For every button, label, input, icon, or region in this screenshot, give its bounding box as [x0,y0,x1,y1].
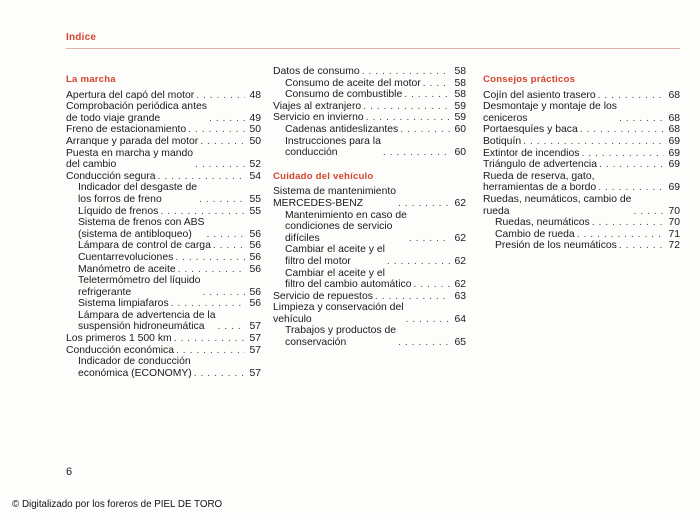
toc-entry [273,101,466,113]
dot-leader [199,194,245,206]
dot-leader [160,206,245,218]
toc-entry [483,171,680,194]
toc-entry-title: Ruedas, neumáticos [495,217,590,229]
toc-entry-title: Arranque y parada del motor [66,135,199,147]
toc-entry-page: 56 [249,251,261,263]
toc-entry [483,159,680,171]
toc-entry-page: 56 [249,298,261,310]
toc-entry-page: 57 [249,333,261,345]
toc-entry-title: Instrucciones para la conducción [285,135,381,159]
toc-entry [273,186,466,209]
dot-leader [406,314,450,326]
toc-entry-title: Triángulo de advertencia [483,159,597,171]
toc-entry-title: Botiquín [483,135,522,147]
toc-entry-page: 57 [249,321,261,333]
toc-entry-page: 68 [668,112,680,124]
toc-entry-title: Indicador del desgaste de los forros de freno [78,182,198,205]
dot-leader [171,298,245,310]
toc-entry [66,356,261,379]
toc-entry [66,136,261,148]
toc-entry [66,252,261,264]
toc-entry-page: 70 [668,205,680,217]
toc-entry [483,148,680,160]
toc-entry [66,90,261,102]
toc-entry-title: Teletermómetro del líquido refrigerante [78,275,201,298]
dot-leader [363,101,450,113]
toc-entry-title: Manómetro de aceite [78,263,176,275]
dot-leader [195,159,245,171]
toc-entry-title: Puesta en marcha y mando del cambio [66,147,194,171]
toc-entry-page: 56 [249,228,261,240]
toc-entry-page: 69 [668,159,680,171]
toc-entry [273,244,466,267]
toc-entry [483,124,680,136]
toc-entry [273,268,466,291]
toc-entry-page: 64 [454,313,466,325]
toc-entry-title: Cadenas antideslizantes [285,123,399,135]
toc-entry-title: Los primeros 1 500 km [66,333,172,345]
toc-entry [66,171,261,183]
dot-leader [599,159,664,171]
dot-leader [523,136,664,148]
dot-leader [598,182,664,194]
dot-leader [362,66,450,78]
toc-entry [273,325,466,348]
dot-leader [619,113,664,125]
toc-entry [66,124,261,136]
toc-entry [273,124,466,136]
dot-leader [175,252,245,264]
toc-entry [483,217,680,229]
toc-entry-page: 63 [454,290,466,302]
toc-entry-page: 62 [454,232,466,244]
toc-entry [273,302,466,325]
dot-leader [400,124,450,136]
toc-entry-page: 58 [454,89,466,101]
header-divider [66,48,680,49]
toc-entry-title: Comprobación periódica antes de todo viaje grande [66,101,207,124]
toc-entry-page: 55 [249,205,261,217]
toc-entry-title: Trabajos y productos de conservación [285,325,397,349]
toc-entry-page: 68 [668,124,680,136]
toc-entry [273,136,466,159]
toc-entry-page: 70 [668,217,680,229]
toc-entry-page: 62 [454,255,466,267]
toc-entry-page: 54 [249,170,261,182]
toc-entry [273,78,466,90]
toc-entry-title: Presión de los neumáticos [495,240,617,252]
toc-entry [66,240,261,252]
toc-entry-page: 68 [668,89,680,101]
toc-entry [66,148,261,171]
toc-entry [483,194,680,217]
toc-entry-title: Consumo de aceite del motor [285,77,421,89]
dot-leader [413,279,450,291]
toc-entry-page: 69 [668,182,680,194]
toc-entry-page: 56 [249,263,261,275]
dot-leader [194,368,245,380]
toc-entry-page: 69 [668,147,680,159]
toc-entry-title: Sistema de frenos con ABS (sistema de antibloqueo) [78,217,205,240]
toc-entry [483,229,680,241]
dot-leader [209,113,245,125]
toc-entry [273,112,466,124]
toc-entry-page: 59 [454,112,466,124]
toc-entry-title: Sistema de mantenimiento MERCEDES-BENZ [273,186,397,209]
toc-entry [483,90,680,102]
toc-entry-title: Cojín del asiento trasero [483,89,596,101]
toc-entry-title: Conducción segura [66,170,156,182]
dot-leader [592,217,664,229]
toc-entry [483,101,680,124]
dot-leader [398,337,450,349]
section-heading: Cuidado del vehículo [273,170,374,182]
dot-leader [188,124,245,136]
toc-entry [66,101,261,124]
toc-entry-title: Servicio en invierno [273,112,364,124]
dot-leader [207,229,246,241]
dot-leader [200,136,245,148]
toc-entry-title: Sistema limpiafaros [78,298,169,310]
toc-entry-page: 56 [249,240,261,252]
toc-entry-title: Rueda de reserva, gato, herramientas de a bordo [483,170,597,194]
toc-column-1 [66,66,261,379]
toc-entry [66,275,261,298]
toc-entry-page: 62 [454,197,466,209]
toc-entry-page: 60 [454,147,466,159]
toc-entry-title: Freno de estacionamiento [66,124,187,136]
toc-column-2 [273,66,466,349]
dot-leader [174,333,245,345]
section-heading: La marcha [66,74,116,85]
toc-entry [273,291,466,303]
dot-leader [619,240,664,252]
dot-leader [423,78,450,90]
toc-entry-title: Cambiar el aceite y el filtro del motor [285,244,385,267]
toc-column-3 [483,66,680,252]
toc-entry-page: 60 [454,123,466,135]
toc-entry [483,240,680,252]
toc-entry-title: Consumo de combustible [285,89,403,101]
toc-entry-page: 50 [249,135,261,147]
toc-entry [66,310,261,333]
section-heading: Consejos prácticos [483,74,576,85]
toc-entry-page: 58 [454,66,466,77]
toc-entry [273,89,466,101]
toc-entry-page: 50 [249,124,261,136]
toc-entry [66,264,261,276]
dot-leader [176,345,245,357]
toc-entry-page: 55 [249,193,261,205]
toc-entry-page: 57 [249,344,261,356]
toc-entry-title: Conducción económica [66,344,175,356]
toc-entry-title: Portaesquíes y baca [483,124,578,136]
dot-leader [375,291,450,303]
toc-entry-title: Cuentarrevoluciones [78,251,174,263]
toc-entry-page: 59 [454,100,466,112]
toc-entry [273,66,466,78]
toc-entry-title: Datos de consumo [273,66,360,77]
toc-entry-page: 57 [249,367,261,379]
toc-entry-page: 72 [668,240,680,252]
toc-entry [66,345,261,357]
dot-leader [581,148,664,160]
toc-entry-title: Viajes al extranjero [273,100,362,112]
toc-entry-title: Lámpara de advertencia de la suspensión hidroneumática [78,309,216,333]
dot-leader [202,287,245,299]
toc-entry-title: Mantenimiento en caso de condiciones de servicio difíciles [285,209,407,244]
toc-entry-title: Cambio de rueda [495,228,575,240]
toc-entry-page: 49 [249,112,261,124]
toc-entry-title: Extintor de incendios [483,147,580,159]
toc-entry-title: Apertura del capó del motor [66,89,195,101]
toc-entry [66,298,261,310]
toc-entry [66,182,261,205]
dot-leader [217,321,245,333]
toc-entry-page: 52 [249,159,261,171]
dot-leader [580,124,664,136]
toc-entry-title: Ruedas, neumáticos, cambio de rueda [483,193,632,217]
toc-entry-title: Cambiar el aceite y el filtro del cambio automático [285,267,412,291]
toc-entry [483,136,680,148]
toc-entry-title: Líquido de frenos [78,205,159,217]
toc-entry-page: 69 [668,135,680,147]
page-title: Indice [66,32,97,43]
toc-entry-title: Lámpara de control de carga [78,240,211,252]
toc-entry [273,210,466,245]
dot-leader [598,90,664,102]
dot-leader [404,89,450,101]
toc-entry [66,206,261,218]
dot-leader [387,256,450,268]
toc-entry [66,217,261,240]
toc-entry-title: Desmontaje y montaje de los ceniceros [483,101,617,124]
dot-leader [633,206,664,218]
dot-leader [158,171,245,183]
toc-entry-page: 56 [249,286,261,298]
toc-entry-page: 48 [249,89,261,101]
toc-entry-title: Indicador de conducción económica (ECONOMY) [78,356,192,379]
dot-leader [213,240,245,252]
toc-entry [66,333,261,345]
dot-leader [366,112,450,124]
dot-leader [577,229,664,241]
toc-entry-page: 71 [668,228,680,240]
dot-leader [196,90,245,102]
dot-leader [398,198,450,210]
toc-entry-title: Limpieza y conservación del vehículo [273,302,404,325]
toc-entry-page: 65 [454,337,466,349]
dot-leader [383,147,450,159]
toc-entry-page: 58 [454,77,466,89]
page-number: 6 [66,466,73,478]
dot-leader [409,233,450,245]
dot-leader [178,264,245,276]
footer-credit: © Digitalizado por los foreros de PIEL DE TORO [12,499,223,510]
toc-entry-page: 62 [454,279,466,291]
toc-entry-title: Servicio de repuestos [273,290,373,302]
